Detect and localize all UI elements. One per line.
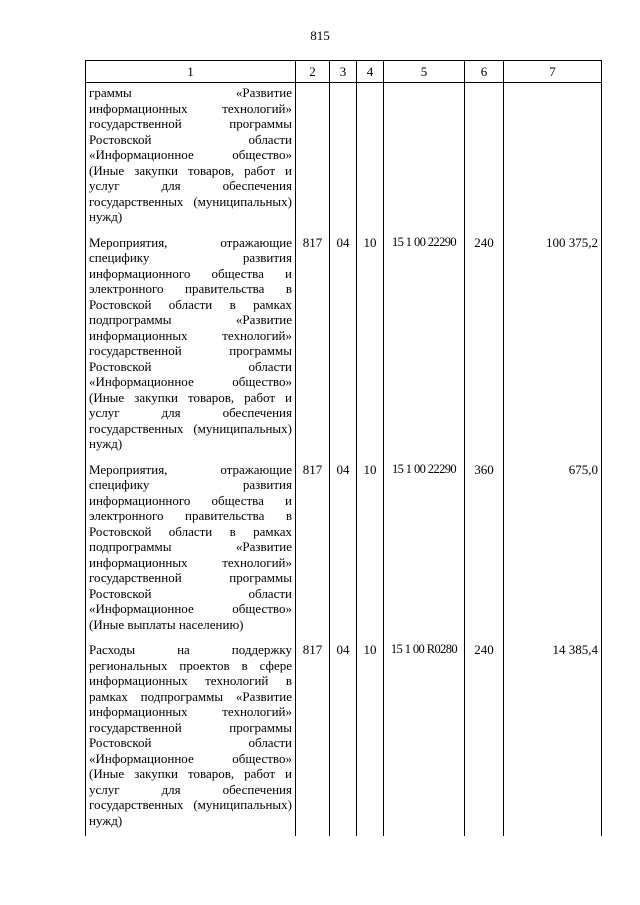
cell-col-5: 15 1 00 22290: [384, 233, 465, 460]
column-header-6: 6: [465, 61, 504, 83]
cell-col-2: 817: [296, 460, 330, 641]
cell-col-5: [384, 83, 465, 233]
table-body: [86, 83, 602, 837]
row-description: Мероприятия, отражающие специфику развития информационного общества и электронного правительства в Ростовской области в рамках подпрограммы «Развитие информационных технологий» государственной программы Ростовской области «Информационное общество» (Иные выплаты населению): [86, 460, 296, 641]
cell-col-7: 14 385,4: [504, 640, 602, 836]
cell-col-2: 817: [296, 233, 330, 460]
column-header-7: 7: [504, 61, 602, 83]
column-header-4: 4: [357, 61, 384, 83]
cell-col-6: 240: [465, 233, 504, 460]
table-row: [86, 460, 602, 641]
table-row: [86, 83, 602, 233]
cell-col-2: [296, 83, 330, 233]
cell-col-4: [357, 83, 384, 233]
header-row: [86, 61, 602, 83]
cell-col-2: 817: [296, 640, 330, 836]
table-row: [86, 233, 602, 460]
cell-col-3: 04: [330, 640, 357, 836]
budget-table: [85, 60, 602, 836]
cell-col-6: [465, 83, 504, 233]
cell-col-3: 04: [330, 460, 357, 641]
column-header-5: 5: [384, 61, 465, 83]
column-header-3: 3: [330, 61, 357, 83]
column-header-1: 1: [86, 61, 296, 83]
table-header: [86, 61, 602, 83]
cell-col-5: 15 1 00 22290: [384, 460, 465, 641]
cell-col-6: 240: [465, 640, 504, 836]
cell-col-5: 15 1 00 R0280: [384, 640, 465, 836]
cell-col-3: 04: [330, 233, 357, 460]
cell-col-4: 10: [357, 640, 384, 836]
cell-col-3: [330, 83, 357, 233]
page-number: 815: [310, 28, 330, 43]
cell-col-6: 360: [465, 460, 504, 641]
column-header-2: 2: [296, 61, 330, 83]
row-description: Мероприятия, отражающие специфику развития информационного общества и электронного правительства в Ростовской области в рамках подпрограммы «Развитие информационных технологий» государственной программы Ростовской области «Информационное общество» (Иные закупки товаров, работ и услуг для обеспечения государственных (муниципальных) нужд): [86, 233, 296, 460]
cell-col-4: 10: [357, 460, 384, 641]
cell-col-7: [504, 83, 602, 233]
table-row: [86, 640, 602, 836]
row-description: Расходы на поддержку региональных проектов в сфере информационных технологий в рамках подпрограммы «Развитие информационных технологий» государственной программы Ростовской области «Информационное общество» (Иные закупки товаров, работ и услуг для обеспечения государственных (муниципальных) нужд): [86, 640, 296, 836]
cell-col-4: 10: [357, 233, 384, 460]
cell-col-7: 100 375,2: [504, 233, 602, 460]
cell-col-7: 675,0: [504, 460, 602, 641]
row-description: граммы «Развитие информационных технологий» государственной программы Ростовской области «Информационное общество» (Иные закупки товаров, работ и услуг для обеспечения государственных (муниципальных) нужд): [86, 83, 296, 233]
